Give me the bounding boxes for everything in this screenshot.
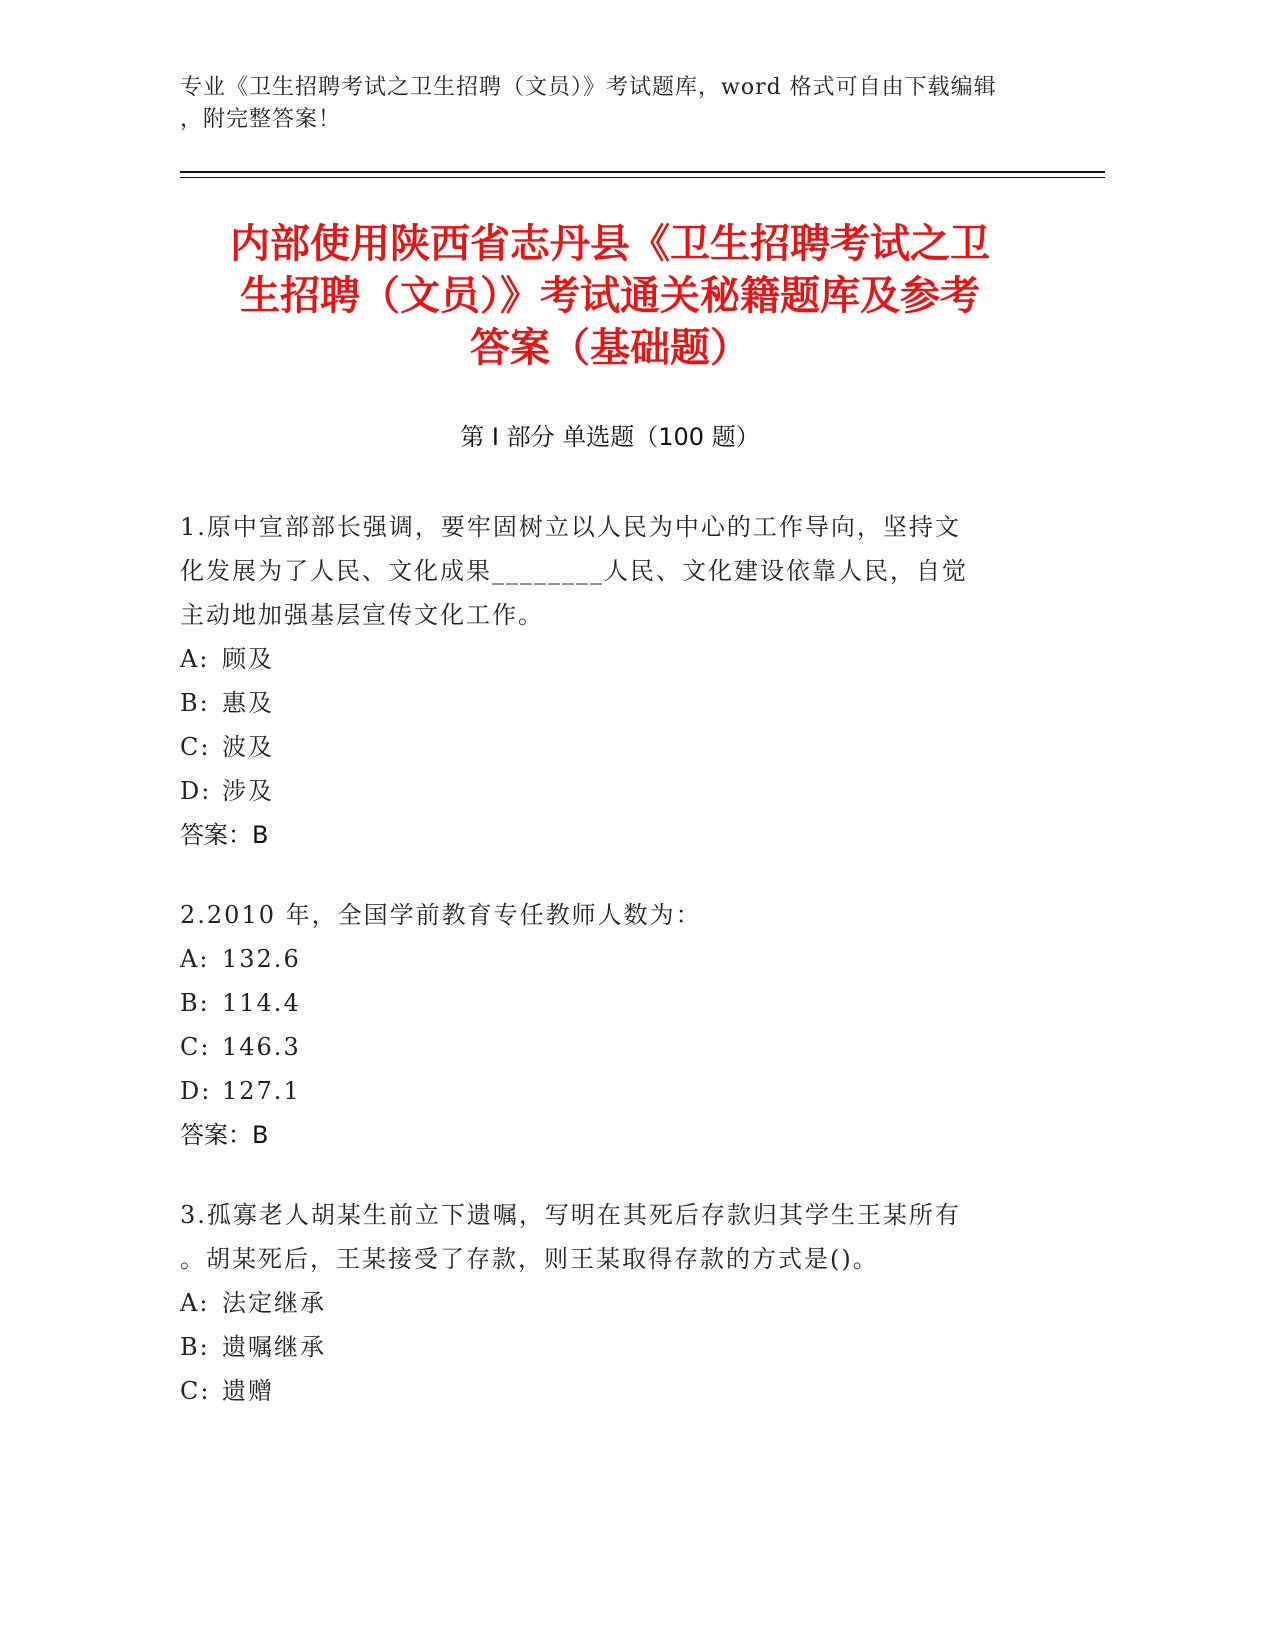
option-text: 法定继承 xyxy=(222,1289,326,1317)
document-title xyxy=(180,218,1040,374)
option-text: 涉及 xyxy=(222,777,274,805)
option-letter: B: xyxy=(180,689,210,717)
option-letter: C: xyxy=(180,733,211,761)
option-b xyxy=(180,1325,1020,1369)
option-b xyxy=(180,681,1020,725)
question-stem: 主动地加强基层宣传文化工作。 xyxy=(180,601,544,629)
option-c xyxy=(180,1025,1020,1069)
option-d xyxy=(180,1069,1020,1113)
option-letter: D: xyxy=(180,1077,212,1105)
option-letter: C: xyxy=(180,1033,211,1061)
option-text: 132.6 xyxy=(222,945,301,973)
answer-line: 答案：B xyxy=(180,1121,269,1149)
option-letter: A: xyxy=(180,945,210,973)
option-letter: B: xyxy=(180,1333,210,1361)
question-stem: 1.原中宣部部长强调，要牢固树立以人民为中心的工作导向，坚持文 xyxy=(180,513,961,541)
question-item xyxy=(180,893,1020,1157)
option-b xyxy=(180,981,1020,1025)
title-line: 生招聘（文员）》考试通关秘籍题库及参考 xyxy=(240,273,980,319)
question-stem: 2.2010 年，全国学前教育专任教师人数为： xyxy=(180,901,702,929)
option-letter: A: xyxy=(180,1289,210,1317)
header-rule xyxy=(180,171,1105,173)
header-note-line: 专业《卫生招聘考试之卫生招聘（文员）》考试题库，word 格式可自由下载编辑 xyxy=(180,75,997,100)
answer-line: 答案：B xyxy=(180,821,269,849)
option-text: 遗嘱继承 xyxy=(222,1333,326,1361)
header-rule-thin xyxy=(180,177,1105,178)
option-d xyxy=(180,769,1020,813)
option-letter: C: xyxy=(180,1377,211,1405)
option-text: 146.3 xyxy=(222,1033,301,1061)
option-a xyxy=(180,1281,1020,1325)
option-c xyxy=(180,725,1020,769)
option-text: 顾及 xyxy=(222,645,274,673)
question-stem: 3.孤寡老人胡某生前立下遗嘱，写明在其死后存款归其学生王某所有 xyxy=(180,1201,961,1229)
question-list xyxy=(180,505,1020,1449)
header-note-line: ，附完整答案！ xyxy=(180,107,342,132)
title-line: 答案（基础题） xyxy=(470,325,750,371)
question-item xyxy=(180,505,1020,857)
option-text: 114.4 xyxy=(222,989,301,1017)
title-line: 内部使用陕西省志丹县《卫生招聘考试之卫 xyxy=(230,221,990,267)
section-heading: 第 I 部分 单选题（100 题） xyxy=(460,423,760,451)
option-text: 遗赠 xyxy=(222,1377,274,1405)
option-a xyxy=(180,637,1020,681)
option-text: 惠及 xyxy=(222,689,274,717)
option-a xyxy=(180,937,1020,981)
question-item xyxy=(180,1193,1020,1413)
option-c xyxy=(180,1369,1020,1413)
question-stem: 。胡某死后，王某接受了存款，则王某取得存款的方式是()。 xyxy=(180,1245,879,1273)
option-text: 波及 xyxy=(222,733,274,761)
option-letter: A: xyxy=(180,645,210,673)
question-stem: 化发展为了人民、文化成果________人民、文化建设依靠人民，自觉 xyxy=(180,557,968,585)
header-note xyxy=(180,72,1040,136)
option-text: 127.1 xyxy=(222,1077,301,1105)
option-letter: B: xyxy=(180,989,210,1017)
option-letter: D: xyxy=(180,777,212,805)
